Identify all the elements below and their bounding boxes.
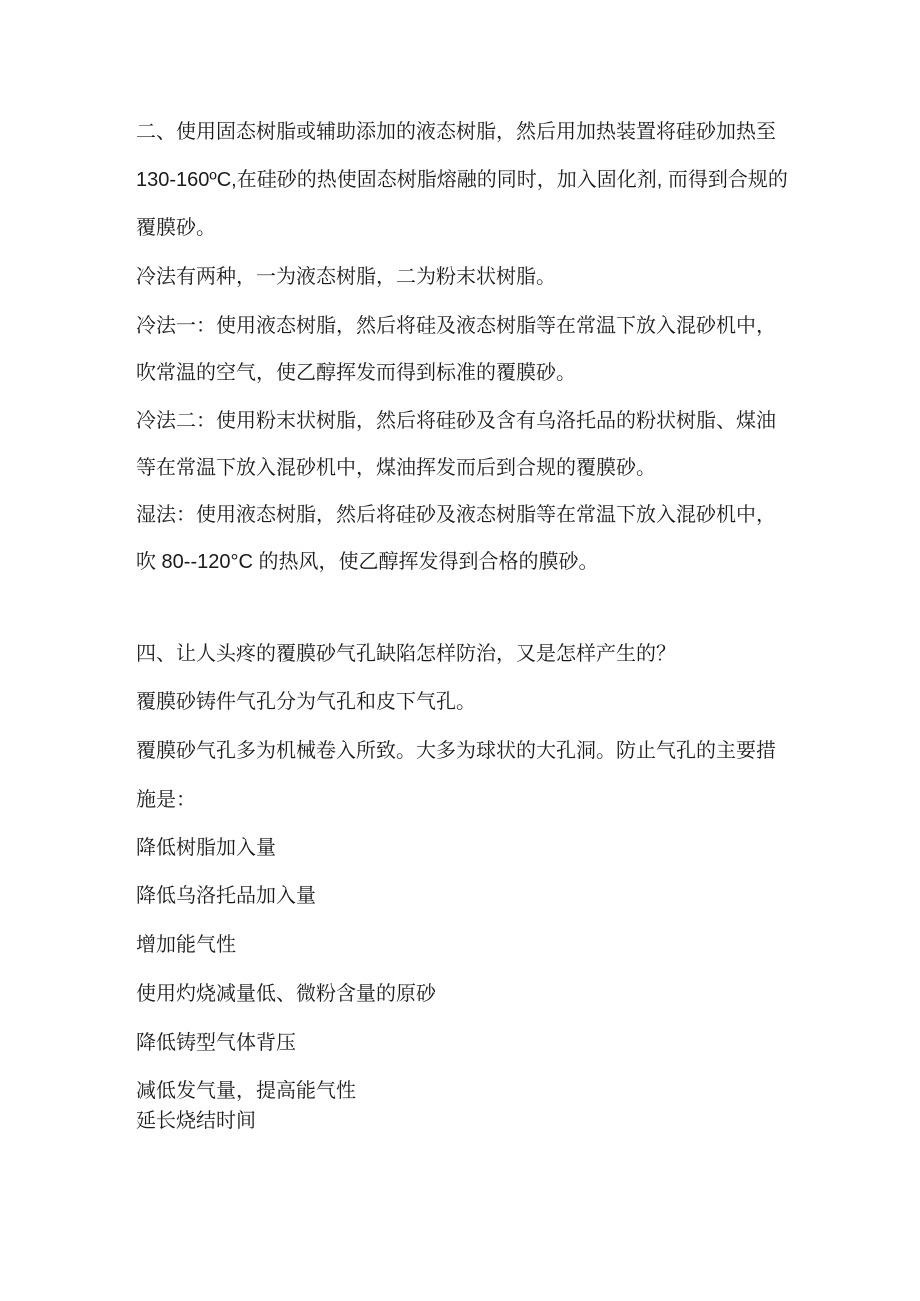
list-item: 降低树脂加入量 [136,835,276,859]
paragraph-line: 吹 80--120°C 的热风，使乙醇挥发得到合格的膜砂。 [136,551,599,573]
paragraph-line: 覆膜砂气孔多为机械卷入所致。大多为球状的大孔洞。防止气孔的主要措 [136,738,776,762]
paragraph-line: 施是： [136,787,196,811]
paragraph-line: 覆膜砂铸件气孔分为气孔和皮下气孔。 [136,689,476,713]
paragraph-line: 吹常温的空气，使乙醇挥发而得到标准的覆膜砂。 [136,360,576,384]
list-item: 降低乌洛托品加入量 [136,883,316,907]
paragraph-line: 覆膜砂。 [136,215,216,239]
paragraph-line: 冷法一：使用液态树脂，然后将硅及液态树脂等在常温下放入混砂机中， [136,313,776,337]
paragraph-line: 冷法有两种，一为液态树脂，二为粉末状树脂。 [136,264,556,288]
list-item: 减低发气量，提高能气性 [136,1078,356,1102]
paragraph-line: 二、使用固态树脂或辅助添加的液态树脂，然后用加热装置将硅砂加热至 [136,119,776,143]
list-item: 延长烧结时间 [136,1108,256,1132]
paragraph-line: 等在常温下放入混砂机中，煤油挥发而后到合规的覆膜砂。 [136,455,656,479]
paragraph-line: 湿法：使用液态树脂，然后将硅砂及液态树脂等在常温下放入混砂机中， [136,502,776,526]
section-heading: 四、让人头疼的覆膜砂气孔缺陷怎样防治，又是怎样产生的？ [136,641,676,665]
list-item: 降低铸型气体背压 [136,1030,296,1054]
list-item: 使用灼烧减量低、微粉含量的原砂 [136,981,436,1005]
paragraph-line: 冷法二：使用粉末状树脂，然后将硅砂及含有乌洛托品的粉状树脂、煤油 [136,408,776,432]
list-item: 增加能气性 [136,932,236,956]
paragraph-line: 130-160ºC,在硅砂的热使固态树脂熔融的同时，加入固化剂, 而得到合规的 [136,169,788,191]
